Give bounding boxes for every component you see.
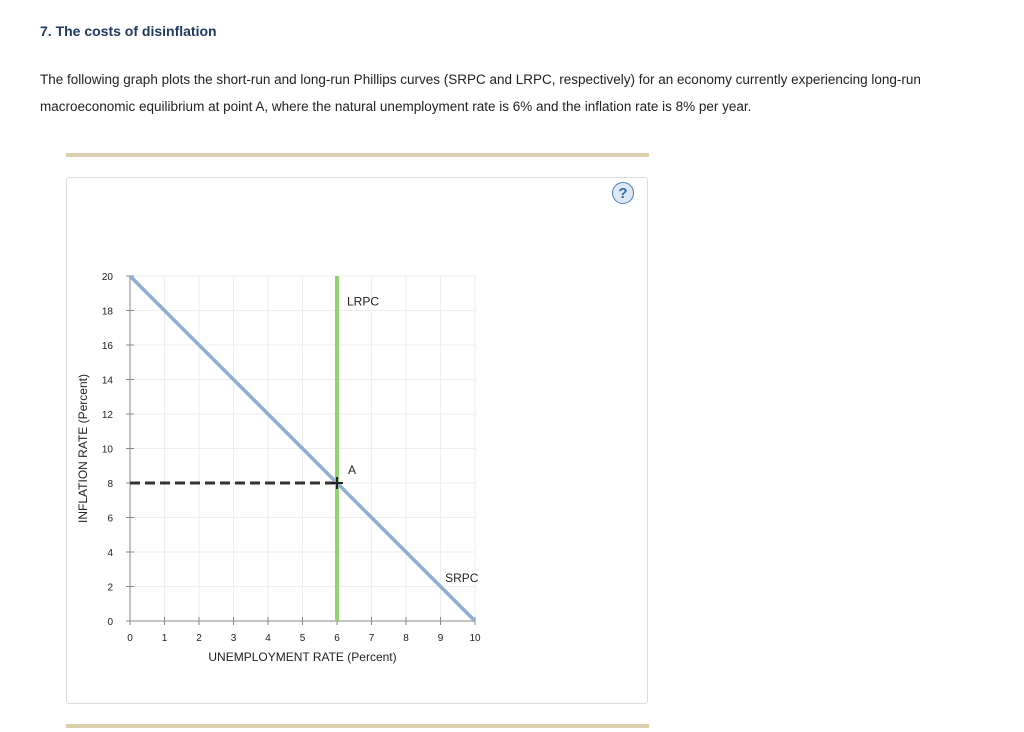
srpc-label: SRPC [445,570,479,585]
help-button[interactable]: ? [612,182,634,204]
x-tick-label: 1 [161,633,168,644]
x-tick-label: 7 [368,633,375,644]
y-tick-label: 18 [101,306,113,318]
x-tick-label: 10 [469,633,481,644]
y-tick-label: 14 [101,375,113,387]
x-tick-label: 6 [334,633,340,644]
question-text: The following graph plots the short-run and long-run Phillips curves (SRPC and LRPC, respectively) for an economy currently experiencing long-run macroeconomic equilibrium at point A, where the natural unemployment rate is 6% and the inflation rate is 8% per year. [40,72,921,114]
y-tick-label: 20 [101,272,113,283]
point-a-label: A [348,463,357,477]
y-tick-label: 4 [107,548,113,559]
y-tick-label: 12 [101,410,113,421]
x-tick-label: 2 [196,633,202,644]
lrpc-label: LRPC [347,294,380,309]
y-axis-title: INFLATION RATE (Percent) [76,374,90,523]
x-tick-label: 5 [299,633,306,644]
y-tick-label: 8 [107,479,113,490]
x-tick-label: 4 [265,633,271,644]
x-tick-label: 0 [127,633,133,644]
x-tick-label: 8 [403,633,409,644]
y-tick-label: 10 [101,444,113,456]
y-tick-label: 16 [101,341,113,352]
y-tick-label: 6 [107,513,113,525]
x-tick-label: 3 [230,633,237,644]
x-tick-label: 9 [437,633,444,644]
y-tick-label: 0 [107,617,113,628]
question-title: 7. The costs of disinflation [40,23,217,39]
x-axis-title: UNEMPLOYMENT RATE (Percent) [208,650,397,664]
y-tick-label: 2 [107,582,113,594]
